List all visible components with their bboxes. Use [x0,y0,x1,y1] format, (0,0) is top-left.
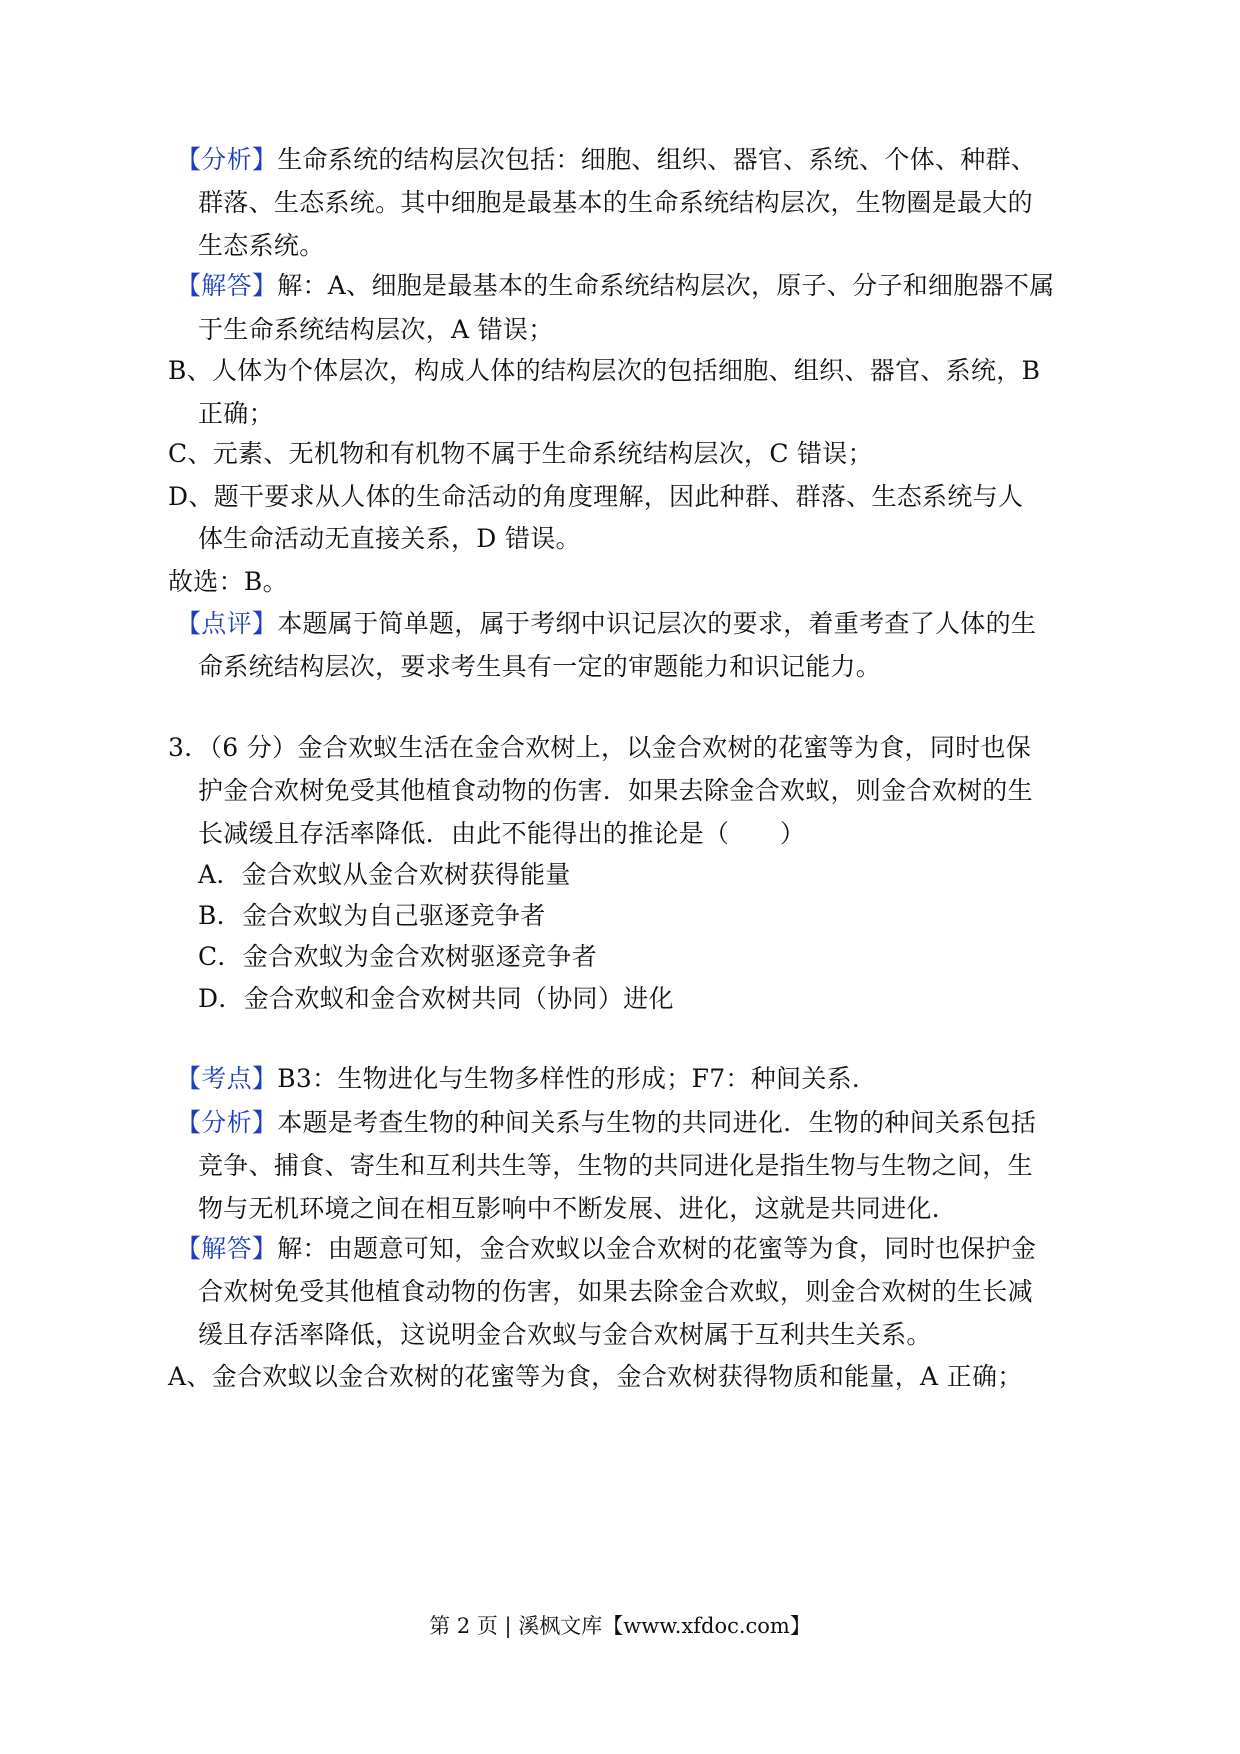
q2-option-b-line-2 [0,397,1240,431]
analysis-text: 本题是考查生物的种间关系与生物的共同进化．生物的种间关系包括 [277,1108,1037,1137]
answer-text: 解：A、细胞是最基本的生命系统结构层次，原子、分子和细胞器不属 [277,271,1055,300]
option-item: C．金合欢蚁为金合欢树驱逐竞争者 [198,942,597,971]
q2-analysis [0,143,1240,177]
kaodian-tag: 【考点】 [176,1064,278,1093]
analysis-tag: 【分析】 [176,1108,278,1137]
q3-stem-line-2 [0,774,1240,808]
analysis-text: 生态系统。 [198,231,325,260]
q3-option-a [0,858,1240,892]
q3-analysis-line-3 [0,1192,1240,1226]
answer-text: 解：由题意可知，金合欢蚁以金合欢树的花蜜等为食，同时也保护金 [277,1234,1037,1263]
choice-text: 故选：B。 [168,567,288,596]
comment-tag: 【点评】 [176,609,278,638]
question-stem: 3．（6 分）金合欢蚁生活在金合欢树上，以金合欢树的花蜜等为食，同时也保 [168,733,1032,762]
option-b-text: 正确； [198,399,274,428]
q2-answer [0,269,1240,303]
q3-analysis [0,1106,1240,1140]
analysis-text: 竞争、捕食、寄生和互利共生等，生物的共同进化是指生物与生物之间，生 [198,1151,1033,1180]
answer-text: 于生命系统结构层次，A 错误； [198,315,554,344]
answer-text: 缓且存活率降低，这说明金合欢蚁与金合欢树属于互利共生关系。 [198,1320,932,1349]
analysis-text: 物与无机环境之间在相互影响中不断发展、进化，这就是共同进化． [198,1194,958,1223]
comment-text: 本题属于简单题，属于考纲中识记层次的要求，着重考查了人体的生 [277,609,1037,638]
comment-text: 命系统结构层次，要求考生具有一定的审题能力和识记能力。 [198,652,882,681]
q3-analysis-line-2 [0,1149,1240,1183]
q3-answer-line-2 [0,1275,1240,1309]
answer-tag: 【解答】 [176,271,278,300]
q2-comment [0,607,1240,641]
q3-option-a-explanation [0,1360,1240,1394]
option-c-text: C、元素、无机物和有机物不属于生命系统结构层次，C 错误； [168,439,873,468]
answer-text: 合欢树免受其他植食动物的伤害，如果去除金合欢蚁，则金合欢树的生长减 [198,1277,1033,1306]
q3-stem [0,731,1240,765]
question-stem: 长减缓且存活率降低．由此不能得出的推论是（ ） [198,819,806,848]
analysis-text: 群落、生态系统。其中细胞是最基本的生命系统结构层次，生物圈是最大的 [198,188,1033,217]
q2-analysis-line-3 [0,229,1240,263]
option-d-text: D、题干要求从人体的生命活动的角度理解，因此种群、群落、生态系统与人 [168,482,1024,511]
analysis-tag: 【分析】 [176,145,278,174]
q2-option-d-line-2 [0,522,1240,556]
analysis-text: 生命系统的结构层次包括：细胞、组织、器官、系统、个体、种群、 [277,145,1037,174]
q3-option-d [0,982,1240,1016]
q3-option-b [0,899,1240,933]
option-d-text: 体生命活动无直接关系，D 错误。 [198,524,581,553]
q2-choice [0,565,1240,599]
answer-tag: 【解答】 [176,1234,278,1263]
q2-option-b [0,354,1240,388]
q3-answer [0,1232,1240,1266]
question-stem: 护金合欢树免受其他植食动物的伤害．如果去除金合欢蚁，则金合欢树的生 [198,776,1033,805]
q2-option-c [0,437,1240,471]
q2-option-d [0,480,1240,514]
q3-kaodian [0,1062,1240,1096]
option-item: D．金合欢蚁和金合欢树共同（协同）进化 [198,984,674,1013]
q2-comment-line-2 [0,650,1240,684]
q3-option-c [0,940,1240,974]
option-item: A．金合欢蚁从金合欢树获得能量 [198,860,571,889]
q3-stem-line-3 [0,817,1240,851]
q3-answer-line-3 [0,1318,1240,1352]
kaodian-text: B3：生物进化与生物多样性的形成；F7：种间关系． [277,1064,878,1093]
option-a-explanation: A、金合欢蚁以金合欢树的花蜜等为食，金合欢树获得物质和能量，A 正确； [168,1362,1023,1391]
q2-answer-line-2 [0,313,1240,347]
q2-analysis-line-2 [0,186,1240,220]
page-footer: 第 2 页 | 溪枫文库【www.xfdoc.com】 [429,1614,811,1638]
option-item: B．金合欢蚁为自己驱逐竞争者 [198,901,546,930]
option-b-text: B、人体为个体层次，构成人体的结构层次的包括细胞、组织、器官、系统，B [168,356,1041,385]
